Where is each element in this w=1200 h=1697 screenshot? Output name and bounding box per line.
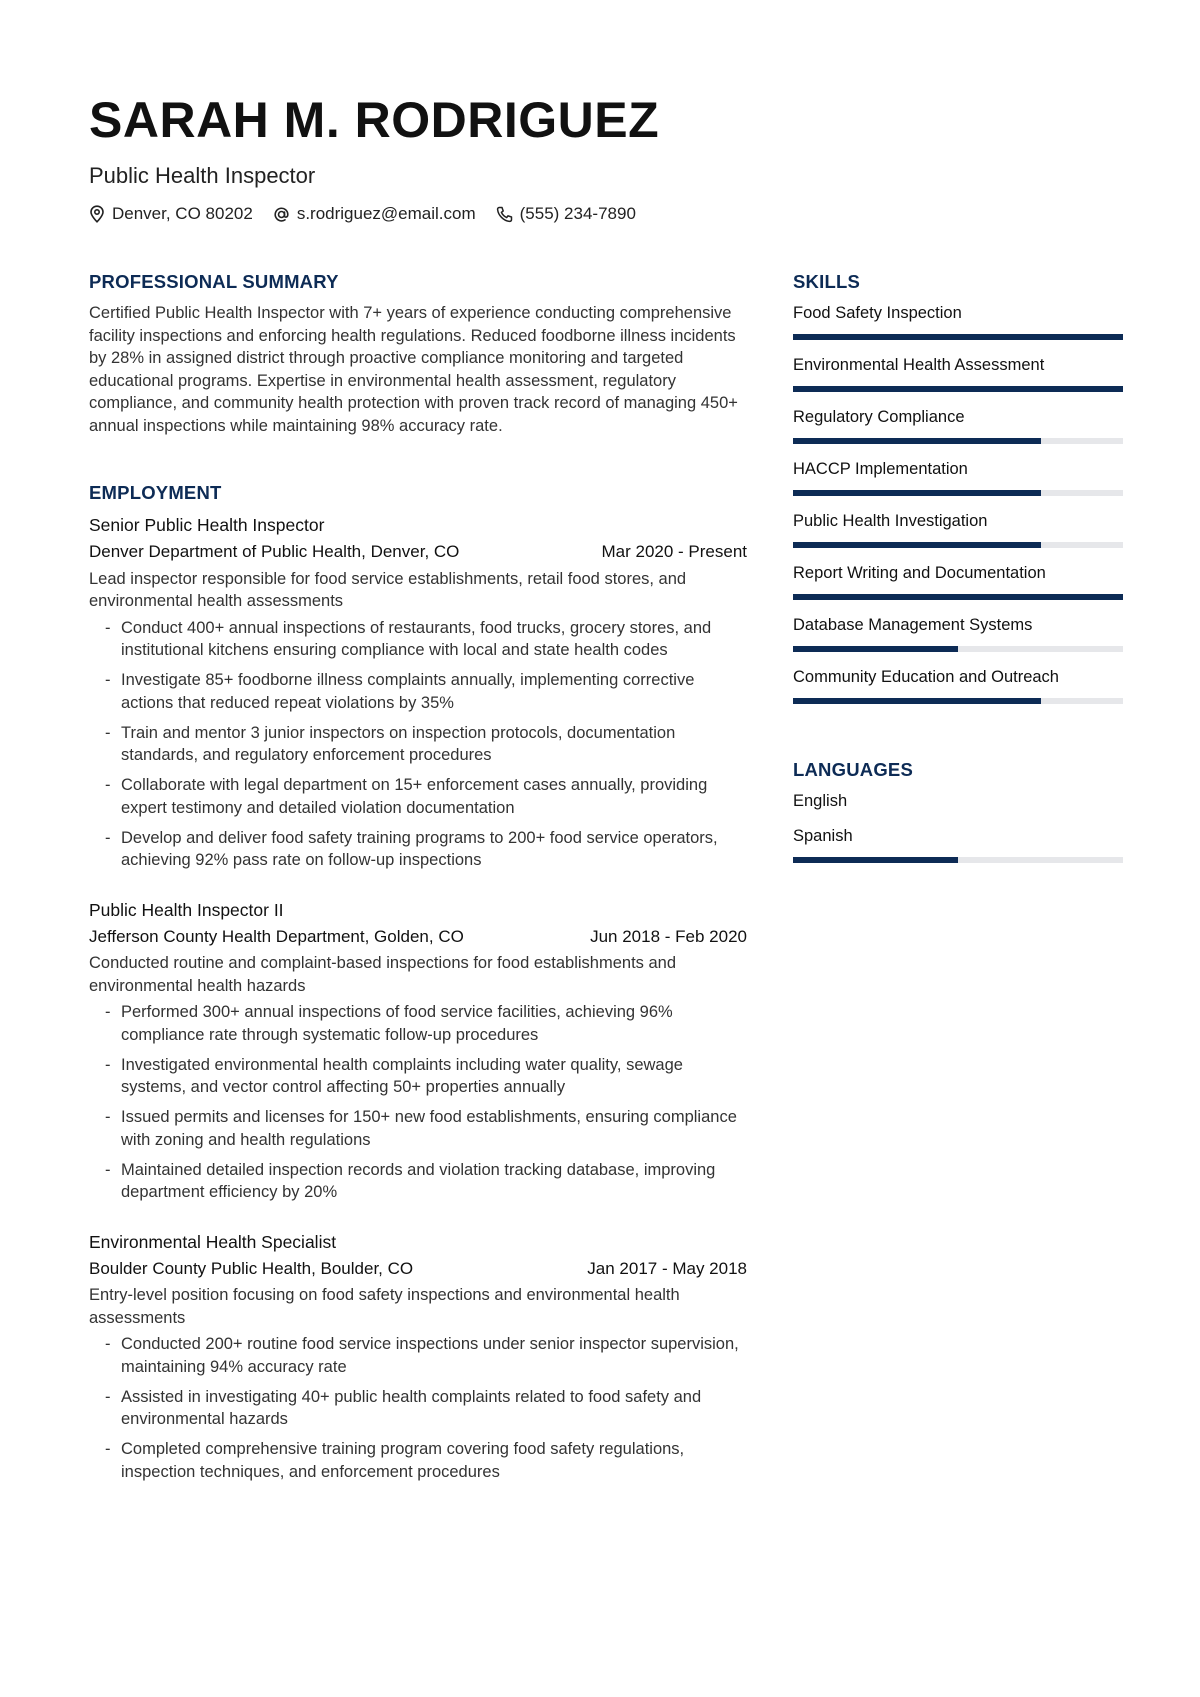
job-entry <box>89 513 747 872</box>
job-entry <box>89 1230 747 1484</box>
job-bullet: - Collaborate with legal department on 15+ enforcement cases annually, providing expert testimony and detailed violation documentation <box>105 774 747 819</box>
job-bullet: - Performed 300+ annual inspections of food service facilities, achieving 96% compliance rate through systematic follow-up procedures <box>105 1001 747 1046</box>
skill-bar-fill <box>793 438 1041 444</box>
phone-text[interactable]: (555) 234-7890 <box>519 204 636 223</box>
job-entry <box>89 898 747 1204</box>
skill-bar-track <box>793 698 1123 704</box>
skill-bar-fill <box>793 646 958 652</box>
job-bullet: - Conduct 400+ annual inspections of restaurants, food trucks, grocery stores, and institutional kitchens ensuring compliance with local and state health codes <box>105 617 747 662</box>
skill-label: Community Education and Outreach <box>793 668 1059 686</box>
skill-label: Public Health Investigation <box>793 512 988 530</box>
languages-section <box>793 758 1123 863</box>
job-dates: Jan 2017 - May 2018 <box>587 1258 747 1278</box>
skill-bar-fill <box>793 542 1041 548</box>
skill-item <box>793 562 1123 600</box>
phone-icon <box>496 206 513 223</box>
job-bullet: - Conducted 200+ routine food service inspections under senior inspector supervision, maintaining 94% accuracy rate <box>105 1333 747 1378</box>
skills-section <box>793 270 1123 704</box>
job-bullet: - Investigate 85+ foodborne illness complaints annually, implementing corrective actions that reduced repeat violations by 35% <box>105 669 747 714</box>
language-bar-fill <box>793 857 958 863</box>
skill-label: Regulatory Compliance <box>793 408 965 426</box>
job-bullet: - Maintained detailed inspection records and violation tracking database, improving department efficiency by 20% <box>105 1159 747 1204</box>
skill-bar-fill <box>793 386 1123 392</box>
job-bullets <box>89 1001 747 1204</box>
left-column <box>89 270 747 1509</box>
skill-item <box>793 666 1123 704</box>
skill-item <box>793 406 1123 444</box>
skill-label: Database Management Systems <box>793 616 1033 634</box>
languages-heading: LANGUAGES <box>793 759 913 780</box>
language-label: English <box>793 792 848 810</box>
resume-header <box>89 88 1129 224</box>
job-company: Boulder County Public Health, Boulder, CO <box>89 1258 414 1278</box>
language-item <box>793 790 1123 812</box>
skill-bar-track <box>793 334 1123 340</box>
employment-section <box>89 481 747 1483</box>
job-description: Entry-level position focusing on food safety inspections and environmental health assessments <box>89 1286 680 1327</box>
job-dates: Mar 2020 - Present <box>601 542 747 561</box>
candidate-name: SARAH M. RODRIGUEZ <box>89 92 660 148</box>
location-pin-icon <box>89 205 105 223</box>
skill-item <box>793 302 1123 340</box>
summary-text: Certified Public Health Inspector with 7+ years of experience conducting comprehensive facility inspections and enforcing health regulations. Reduced foodborne illness incidents by 28% in assigned district through proactive compliance monitoring and targeted educational programs. Expertise in environmental health assessment, regulatory compliance, and community health protection with proven track record of managing 450+ annual inspections while maintaining 98% accuracy rate. <box>89 304 738 435</box>
right-column <box>793 270 1123 876</box>
skills-heading: SKILLS <box>793 271 860 292</box>
job-bullet: - Investigated environmental health complaints including water quality, sewage systems, and vector control affecting 50+ properties annually <box>105 1054 747 1099</box>
language-bar-track <box>793 857 1123 863</box>
language-item <box>793 825 1123 863</box>
language-label: Spanish <box>793 827 853 845</box>
skill-bar-track <box>793 386 1123 392</box>
job-bullets <box>89 617 747 872</box>
at-sign-icon <box>273 206 290 223</box>
job-title: Environmental Health Specialist <box>89 1231 337 1252</box>
skill-bar-track <box>793 646 1123 652</box>
contact-location <box>89 204 253 224</box>
contact-phone[interactable] <box>496 204 636 224</box>
job-bullet: - Train and mentor 3 junior inspectors on inspection protocols, documentation standards, and regulatory enforcement procedures <box>105 722 747 767</box>
skill-label: Food Safety Inspection <box>793 304 962 322</box>
skill-label: Report Writing and Documentation <box>793 564 1046 582</box>
job-meta <box>89 1258 747 1281</box>
job-company: Jefferson County Health Department, Golden, CO <box>89 926 464 946</box>
job-bullet: - Develop and deliver food safety training programs to 200+ food service operators, achieving 92% pass rate on follow-up inspections <box>105 827 747 872</box>
summary-heading: PROFESSIONAL SUMMARY <box>89 271 339 292</box>
skill-bar-track <box>793 438 1123 444</box>
skill-label: HACCP Implementation <box>793 460 968 478</box>
contact-email[interactable] <box>273 204 476 224</box>
skill-bar-track <box>793 594 1123 600</box>
email-text[interactable]: s.rodriguez@email.com <box>296 204 476 223</box>
skill-bar-track <box>793 490 1123 496</box>
employment-heading: EMPLOYMENT <box>89 482 222 503</box>
location-text: Denver, CO 80202 <box>112 204 253 223</box>
job-company: Denver Department of Public Health, Denver, CO <box>89 542 460 561</box>
professional-summary-section <box>89 270 747 437</box>
skill-bar-fill <box>793 594 1123 600</box>
contact-line <box>89 204 1129 224</box>
job-dates: Jun 2018 - Feb 2020 <box>590 926 747 946</box>
skill-bar-fill <box>793 334 1123 340</box>
skill-item <box>793 458 1123 496</box>
candidate-role: Public Health Inspector <box>89 163 316 188</box>
job-title: Senior Public Health Inspector <box>89 515 325 535</box>
skill-item <box>793 354 1123 392</box>
job-description: Lead inspector responsible for food service establishments, retail food stores, and environmental health assessments <box>89 569 687 610</box>
skill-bar-fill <box>793 698 1041 704</box>
job-bullet: - Assisted in investigating 40+ public health complaints related to food safety and environmental hazards <box>105 1386 747 1431</box>
job-bullet: - Issued permits and licenses for 150+ new food establishments, ensuring compliance with zoning and health regulations <box>105 1106 747 1151</box>
job-bullets <box>89 1333 747 1483</box>
job-description: Conducted routine and complaint-based inspections for food establishments and environmental health hazards <box>89 954 677 995</box>
job-bullet: - Completed comprehensive training program covering food safety regulations, inspection techniques, and enforcement procedures <box>105 1438 747 1483</box>
skill-item <box>793 510 1123 548</box>
job-meta <box>89 541 747 564</box>
skill-bar-fill <box>793 490 1041 496</box>
job-title: Public Health Inspector II <box>89 899 284 920</box>
skill-label: Environmental Health Assessment <box>793 356 1045 374</box>
skill-item <box>793 614 1123 652</box>
job-meta <box>89 926 747 949</box>
skill-bar-track <box>793 542 1123 548</box>
